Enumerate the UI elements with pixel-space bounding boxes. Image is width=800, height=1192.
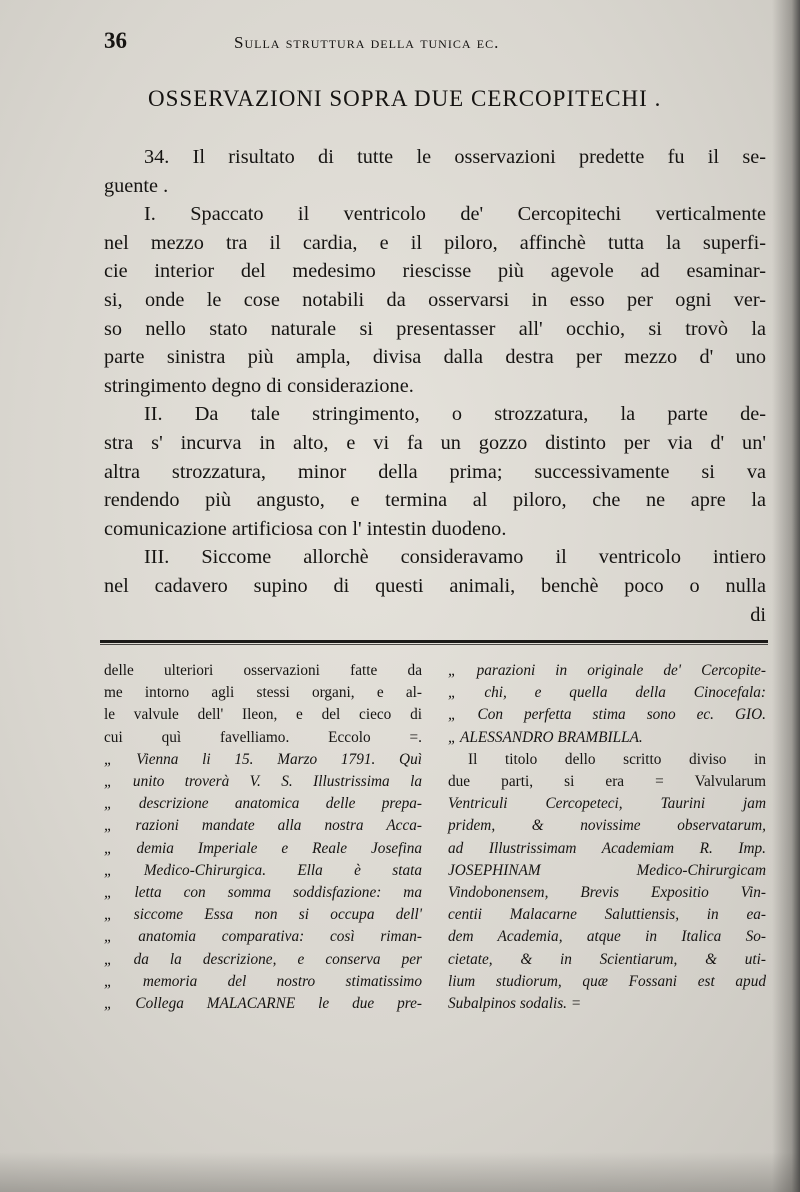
footnote-line: „ Collega MALACARNE le due pre-: [104, 995, 422, 1013]
body-line: 34. Il risultato di tutte le osservazioni predette fu il se-: [144, 146, 766, 168]
footnote-line: „ ALESSANDRO BRAMBILLA.: [448, 728, 643, 746]
body-line: I. Spaccato il ventricolo de' Cercopitechi verticalmente: [144, 203, 766, 226]
main-text: [104, 143, 766, 629]
body-line: stringimento degno di considerazione.: [104, 374, 414, 397]
footnote-column-right: [448, 660, 766, 1015]
footnote-line: delle ulteriori osservazioni fatte da: [104, 662, 422, 679]
body-line: nel mezzo tra il cardia, e il piloro, affinchè tutta la superfi-: [104, 231, 766, 254]
footnote-line: JOSEPHINAM Medico-Chirurgicam: [448, 861, 766, 879]
footnote-line: cui quì favelliamo. Eccolo =.: [104, 728, 422, 746]
footnote-line: „ demia Imperiale e Reale Josefina: [104, 839, 422, 857]
footnote-line: Il titolo dello scritto diviso in: [468, 750, 766, 768]
footnote-line: „ unito troverà V. S. Illustrissima la: [104, 773, 422, 791]
footnote-line: ad Illustrissimam Academiam R. Imp.: [448, 839, 766, 857]
body-line: nel cadavero supino di questi animali, benchè poco o nulla: [104, 574, 766, 597]
footnote-line: „ Vienna li 15. Marzo 1791. Quì: [104, 750, 422, 768]
body-line: altra strozzatura, minor della prima; successivamente si va: [104, 460, 766, 483]
body-line: so nello stato naturale si presentasser all' occhio, si trovò la: [104, 317, 766, 340]
footnote-line: „ parazioni in originale de' Cercopite-: [448, 662, 766, 679]
body-line: comunicazione artificiosa con l' intestin duodeno.: [104, 517, 507, 540]
footnote-line: cietate, & in Scientiarum, & uti-: [448, 950, 766, 968]
footnote-line: pridem, & novissime observatarum,: [448, 817, 766, 835]
footnote-line: Subalpinos sodalis. =: [448, 995, 582, 1013]
body-line: si, onde le cose notabili da osservarsi in esso per ogni ver-: [104, 288, 766, 311]
body-line: guente .: [104, 174, 169, 197]
body-line: stra s' incurva in alto, e vi fa un gozzo distinto per via d' un': [104, 431, 766, 454]
footnote-line: le valvule dell' Ileon, e del cieco di: [104, 706, 422, 724]
footnote-line: centii Malacarne Saluttiensis, in ea-: [448, 906, 766, 924]
body-line: rendendo più angusto, e termina al piloro, che ne apre la: [104, 489, 766, 512]
footnote-line: „ descrizione anatomica delle prepa-: [104, 795, 422, 813]
footnote-line: Ventriculi Cercopeteci, Taurini jam: [448, 795, 766, 813]
section-title: OSSERVAZIONI SOPRA DUE CERCOPITECHI .: [148, 86, 662, 111]
running-title: Sulla struttura della tunica ec.: [234, 33, 500, 52]
footnote-line: dem Academia, atque in Italica So-: [448, 928, 766, 946]
footnote-line: „ letta con somma soddisfazione: ma: [104, 884, 422, 902]
footnote-column-left: [104, 660, 422, 1015]
footnote-line: me intorno agli stessi organi, e al-: [104, 684, 422, 702]
footnote-line: „ anatomia comparativa: così riman-: [104, 928, 422, 946]
footnote-line: „ Medico-Chirurgica. Ella è stata: [104, 861, 422, 879]
footnote-line: „ da la descrizione, e conserva per: [104, 950, 422, 968]
footnote-line: „ memoria del nostro stimatissimo: [104, 972, 422, 990]
catchword: di: [750, 603, 766, 626]
body-line: cie interior del medesimo riescisse più agevole ad esaminar-: [104, 260, 766, 283]
running-head: [104, 28, 764, 58]
footnote-line: lium studiorum, quæ Fossani est apud: [448, 972, 766, 990]
body-line: parte sinistra più ampla, divisa dalla destra per mezzo d' uno: [104, 346, 766, 369]
footnote-rule: [100, 640, 768, 643]
footnotes: [104, 660, 768, 1050]
footnote-line: „ siccome Essa non si occupa dell': [104, 906, 422, 924]
page-edge-shadow: [772, 0, 800, 1192]
body-line: II. Da tale stringimento, o strozzatura, la parte de-: [144, 403, 766, 426]
footnote-line: „ chi, e quella della Cinocefala:: [448, 684, 766, 702]
footnote-line: due parti, si era = Valvularum: [448, 773, 766, 791]
footnote-line: Vindobonensem, Brevis Expositio Vin-: [448, 884, 766, 902]
footnote-line: „ Con perfetta stima sono ec. GIO.: [448, 706, 766, 724]
page-number: 36: [104, 28, 127, 53]
footnote-rule-thin: [100, 644, 768, 645]
body-line: III. Siccome allorchè consideravamo il ventricolo intiero: [144, 546, 766, 569]
footnote-line: „ razioni mandate alla nostra Acca-: [104, 817, 422, 835]
page-bottom-shadow: [0, 1152, 800, 1192]
